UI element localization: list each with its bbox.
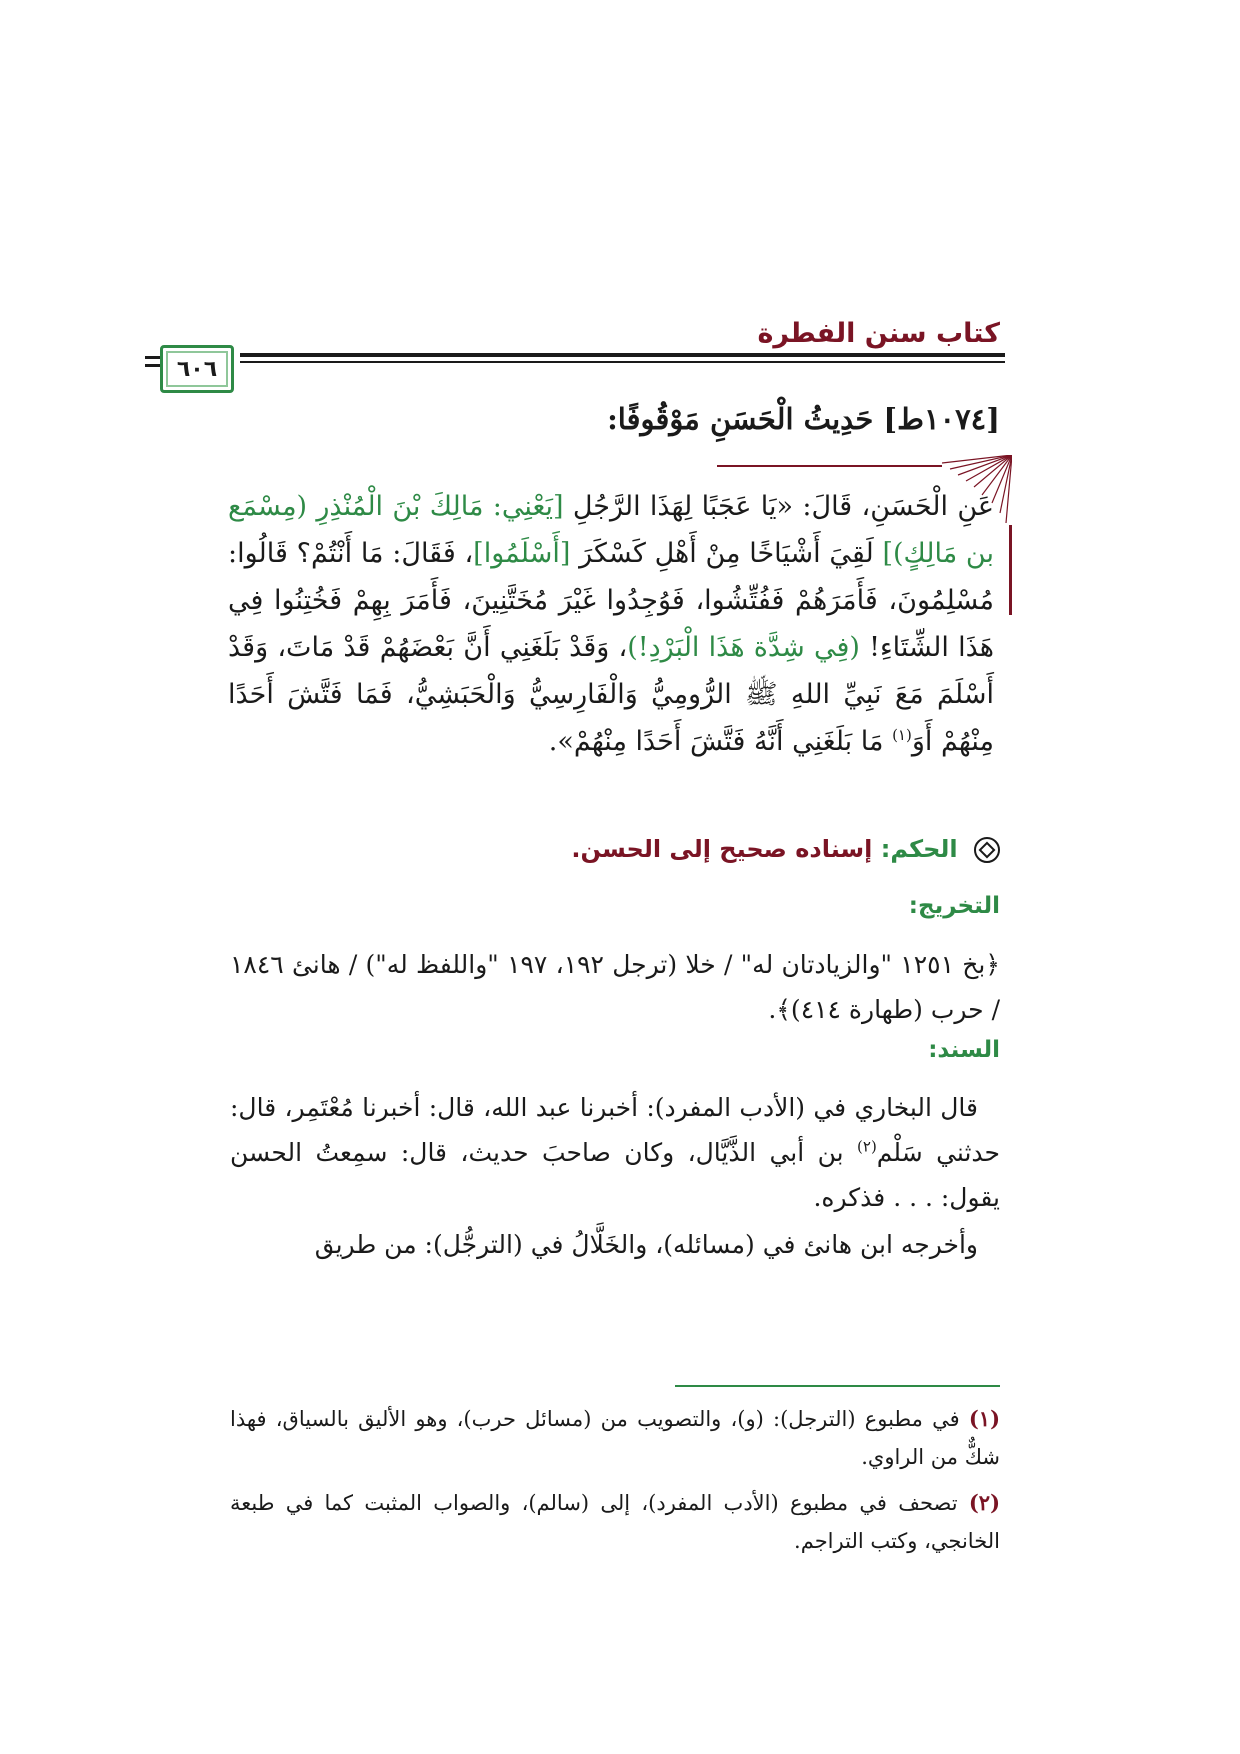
sanad-text: بن أبي الذَّيَّال، وكان صاحبَ حديث، قال: سمِعتُ الحسن يقول: . . . فذكره. — [230, 1138, 1000, 1212]
badge-line-left-2 — [145, 364, 161, 367]
hadith-segment-addition: [يَعْنِي: مَالِكَ بْنَ الْمُنْذِرِ (مِسْمَع بن مَالِكٍ)] — [228, 491, 994, 569]
takhrij-title: التخريج: — [908, 893, 1000, 919]
sanad-title: السند: — [928, 1037, 1000, 1063]
hadith-segment-addition: (فِي شِدَّة هَذَا الْبَرْدِ!) — [627, 632, 860, 663]
hadith-segment-addition: [أَسْلَمُوا] — [473, 538, 571, 569]
hadith-text — [228, 483, 994, 765]
footnote-text: تصحف في مطبوع (الأدب المفرد)، إلى (سالم)، والصواب المثبت كما في طبعة الخانجي، وكتب التراجم. — [230, 1491, 1000, 1553]
page-number: ٦٠٦ — [176, 356, 218, 382]
hadith-segment: ، فَقَالَ: مَا أَنْتُمْ؟ قَالُوا: مُسْلِمُونَ، فَأَمَرَهُمْ فَفُتِّشُوا، فَوُجِدُوا غَيْرَ مُخَتَّنِينَ، فَأَمَرَ بِهِمْ فَخُتِنُوا فِي هَذَا الشِّتَاءِ! — [228, 538, 994, 663]
ruling-text: إسناده صحيح إلى الحسن. — [571, 835, 873, 863]
sanad-paragraph-1 — [230, 1085, 1000, 1220]
hadith-segment: مَا بَلَغَنِي أَنَّهُ فَتَّشَ أَحَدًا مِنْهُمْ». — [548, 726, 893, 757]
footnote-2 — [230, 1484, 1000, 1560]
footnote-number: (٢) — [968, 1490, 1000, 1515]
badge-line-left — [145, 356, 161, 359]
header-rule-top — [240, 353, 1005, 357]
footnote-1 — [230, 1400, 1000, 1476]
hadith-number: [١٠٧٤ط] — [883, 402, 1000, 436]
hadith-box — [228, 455, 1012, 811]
footnote-text: في مطبوع (الترجل): (و)، والتصويب من (مسائل حرب)، وهو الأليق بالسياق، فهذا شكٌّ من الراوي. — [230, 1407, 1000, 1469]
hadith-heading — [230, 402, 1000, 436]
sanad-text: قال البخاري في (الأدب المفرد): أخبرنا عبد الله، قال: أخبرنا مُعْتَمِر، قال: حدثني سَلْم — [230, 1093, 1000, 1167]
ruling — [230, 835, 1000, 863]
hadith-title: حَدِيثُ الْحَسَنِ مَوْقُوفًا: — [607, 402, 874, 436]
hadith-segment: ، وَقَدْ بَلَغَنِي أَنَّ بَعْضَهُمْ قَدْ مَاتَ، وَقَدْ أَسْلَمَ مَعَ نَبِيِّ اللهِ ﷺ الرُّومِيُّ وَالْفَارِسِيُّ وَالْحَبَشِيُّ، فَمَا فَتَّشَ أَحَدًا مِنْهُمْ أَوَ — [228, 632, 994, 757]
footnote-ref[interactable]: (٢) — [857, 1137, 877, 1156]
footnote-rule — [675, 1385, 1000, 1387]
box-top-line — [717, 465, 942, 467]
box-right-line — [1009, 525, 1012, 615]
sanad-paragraph-2: وأخرجه ابن هانئ في (مسائله)، والخَلَّالُ في (الترجُّل): من طريق — [314, 1230, 978, 1259]
book-title: كتاب سنن الفطرة — [757, 318, 1000, 349]
footnote-number: (١) — [968, 1406, 1000, 1431]
hadith-segment: عَنِ الْحَسَنِ، قَالَ: «يَا عَجَبًا لِهَذَا الرَّجُلِ — [563, 491, 994, 522]
hadith-segment: لَقِيَ أَشْيَاخًا مِنْ أَهْلِ كَسْكَرَ — [570, 538, 883, 569]
header-rule-bottom — [240, 361, 1005, 363]
page-number-badge — [160, 345, 234, 393]
takhrij-text: ﴿بخ ١٢٥١ "والزيادتان له" / خلا (ترجل ١٩٢، ١٩٧ "واللفظ له") / هانئ ١٨٤٦ / حرب (طهارة ٤١٤)﴾. — [230, 950, 1000, 1024]
flower-icon — [974, 837, 1000, 863]
ruling-label: الحكم: — [880, 835, 958, 863]
footnote-ref[interactable]: (١) — [892, 726, 912, 744]
